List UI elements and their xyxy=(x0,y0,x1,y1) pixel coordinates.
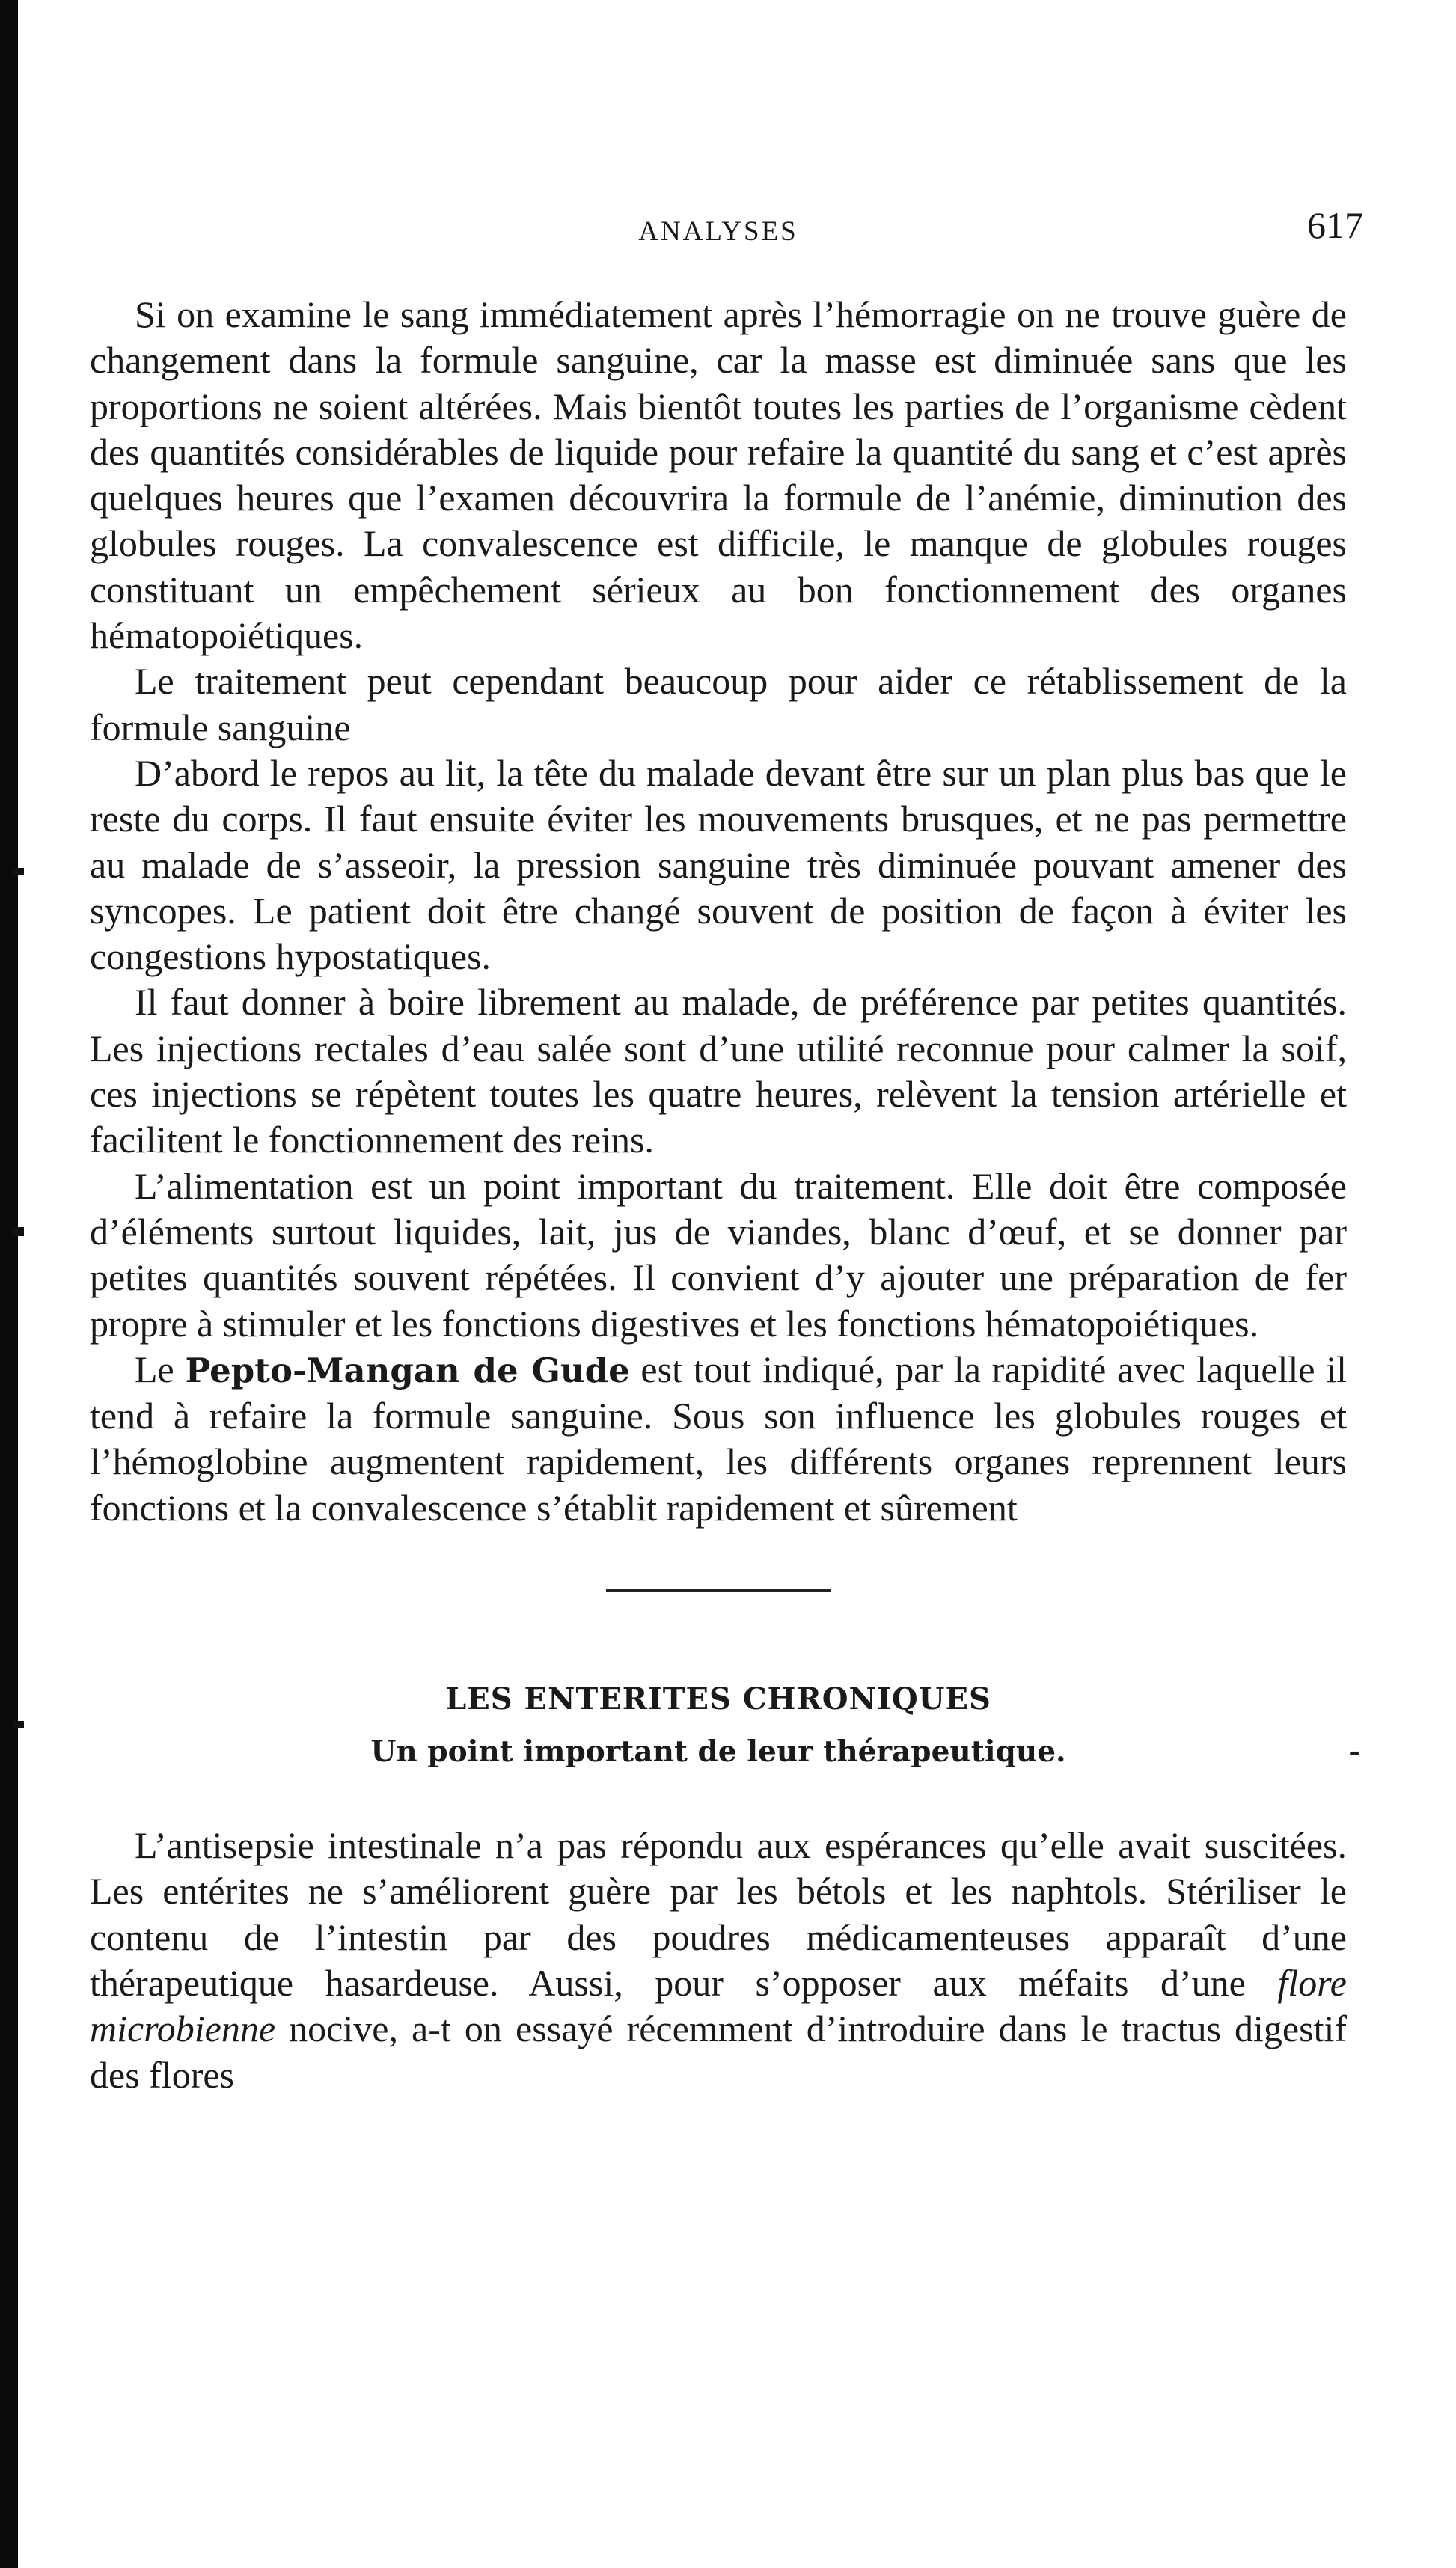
gutter-mark xyxy=(13,1721,24,1728)
gutter-mark xyxy=(13,1227,24,1236)
paragraph: L’alimentation est un point important du traitement. Elle doit être composée d’éléments surtout liquides, lait, jus de viandes, blanc d’œuf, et se donner par petites quantités souvent répétées. Il convient d’y ajouter une préparation de fer propre à stimuler et les fonctions digestives et les fonctions hématopoiétiques. xyxy=(90,1164,1347,1345)
paragraph-pepto xyxy=(90,1347,1347,1531)
section-title: LES ENTERITES CHRONIQUES xyxy=(445,1681,991,1717)
section-subtitle-text: Un point important de leur thérapeutique. xyxy=(370,1734,1066,1770)
section-divider xyxy=(606,1589,831,1592)
page-content xyxy=(90,187,1363,2098)
running-header xyxy=(90,187,1363,247)
paragraph-rest: est tout indiqué, par la rapidité avec laquelle il tend à refaire la formule sanguine. Sous son influence les globules rouges et l’hémoglobine augmentent rapidement, les différents organes reprennent leurs fonctions et la convalescence s’établit rapidement et sûrement xyxy=(90,1348,1348,1529)
section-subtitle xyxy=(90,1734,1360,1770)
running-title: ANALYSES xyxy=(638,216,798,247)
paragraph-lead: Le xyxy=(135,1348,186,1390)
gutter-mark xyxy=(13,868,24,875)
product-name: Pepto-Mangan de Gude xyxy=(185,1350,630,1390)
paragraph: Il faut donner à boire librement au malade, de préférence par petites quantités. Les injections rectales d’eau salée sont d’une utilité reconnue pour calmer la soif, ces injections se répètent toutes les quatre heures, relèvent la tension artérielle et facilitent le fonctionnement des reins. xyxy=(90,981,1347,1161)
margin-dash: - xyxy=(1348,1734,1360,1769)
paragraph: Si on examine le sang immédiatement après l’hémorragie on ne trouve guère de changement dans la formule sanguine, car la masse est diminuée sans que les proportions ne soient altérées. Mais bientôt toutes les parties de l’organisme cèdent des quantités considérables de liquide pour refaire la quantité du sang et c’est après quelques heures que l’examen découvrira la formule de l’anémie, diminution des globules rouges. La convalescence est difficile, le manque de globules rouges constituant un empêchement sérieux au bon fonctionnement des organes hématopoiétiques. xyxy=(90,293,1347,657)
section-paragraph xyxy=(90,1823,1347,2098)
paragraph: D’abord le repos au lit, la tête du malade devant être sur un plan plus bas que le reste du corps. Il faut ensuite éviter les mouvements brusques, et ne pas permettre au malade de s’asseoir, la pression sanguine très diminuée pouvant amener des syncopes. Le patient doit être changé souvent de position de façon à éviter les congestions hypostatiques. xyxy=(90,751,1347,978)
section-text-italic: flore microbienne xyxy=(90,1961,1347,2050)
section-text-before: L’antisepsie intestinale n’a pas répondu aux espérances qu’elle avait suscitées. Les entérites ne s’améliorent guère par les bétols et les naphtols. Stériliser le contenu de l’intestin par des poudres médicamenteuses apparaît d’une thérapeutique hasardeuse. Aussi, pour s’opposer aux méfaits d’une xyxy=(90,1824,1347,2004)
binding-gutter xyxy=(0,0,18,2568)
section-text-after: nocive, a-t on essayé récemment d’introduire dans le tractus digestif des flores xyxy=(90,2008,1347,2096)
paragraph: Le traitement peut cependant beaucoup pour aider ce rétablissement de la formule sanguine xyxy=(90,660,1347,748)
page-number: 617 xyxy=(1307,204,1363,246)
